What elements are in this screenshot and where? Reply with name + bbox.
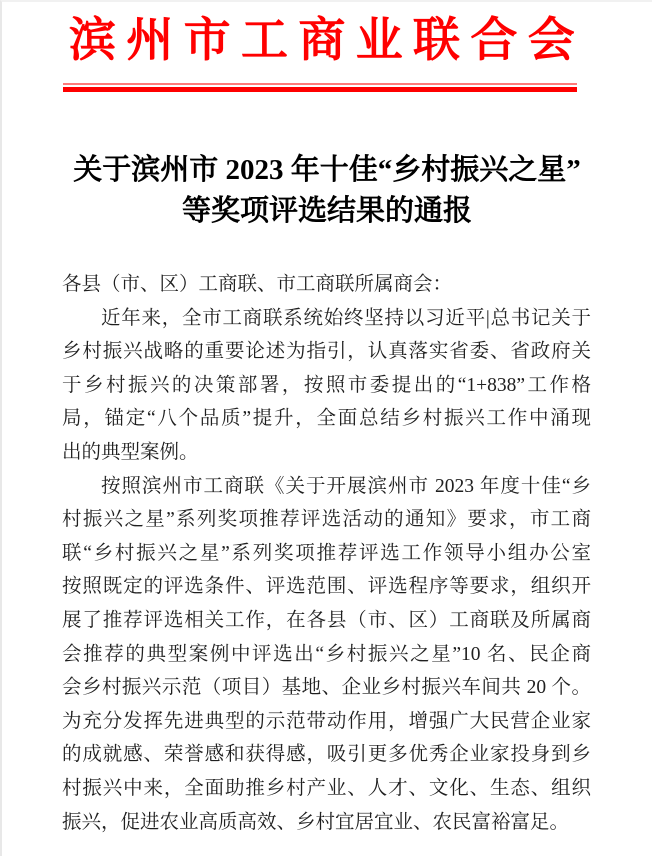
body-line: 乡村振兴战略的重要论述为指引，认真落实省委、省政府关 xyxy=(62,341,591,363)
document-title-line1: 关于滨州市 2023 年十佳“乡村振兴之星” xyxy=(73,154,581,186)
letterhead-divider xyxy=(63,83,577,92)
body-line: 展了推荐评选相关工作，在各县（市、区）工商联及所属商 xyxy=(62,609,591,631)
document-title-line2: 等奖项评选结果的通报 xyxy=(181,195,472,227)
document-body xyxy=(62,268,591,839)
body-line: 为充分发挥先进典型的示范带动作用，增强广大民营企业家 xyxy=(62,710,591,732)
body-line: 近年来，全市工商联系统始终坚持以习近平|总书记关于 xyxy=(101,307,591,329)
document-title xyxy=(2,150,652,232)
body-line: 出的典型案例。 xyxy=(62,441,199,463)
body-line: 按照既定的评选条件、评选范围、评选程序等要求，组织开 xyxy=(62,576,591,598)
body-line: 村振兴中来，全面助推乡村产业、人才、文化、生态、组织 xyxy=(62,777,591,799)
body-line: 局，锚定“八个品质”提升，全面总结乡村振兴工作中涌现 xyxy=(62,408,591,430)
body-line: 会推荐的典型案例中评选出“乡村振兴之星”10 名、民企商 xyxy=(62,643,591,665)
body-line: 会乡村振兴示范（项目）基地、企业乡村振兴车间共 20 个。 xyxy=(62,677,591,699)
body-line: 联“乡村振兴之星”系列奖项推荐评选工作领导小组办公室 xyxy=(62,542,591,564)
letterhead-rule-thick xyxy=(63,87,577,92)
body-line: 振兴，促进农业高质高效、乡村宜居宜业、农民富裕富足。 xyxy=(62,811,570,833)
letterhead-org-name: 滨州市工商业联合会 xyxy=(68,15,586,67)
body-line-salutation: 各县（市、区）工商联、市工商联所属商会： xyxy=(62,274,453,295)
body-line: 于乡村振兴的决策部署，按照市委提出的“1+838”工作格 xyxy=(62,374,591,396)
body-line: 村振兴之星”系列奖项推荐评选活动的通知》要求，市工商 xyxy=(62,509,591,531)
body-line: 按照滨州市工商联《关于开展滨州市 2023 年度十佳“乡 xyxy=(101,475,591,497)
body-line: 的成就感、荣誉感和获得感，吸引更多优秀企业家投身到乡 xyxy=(62,744,591,766)
